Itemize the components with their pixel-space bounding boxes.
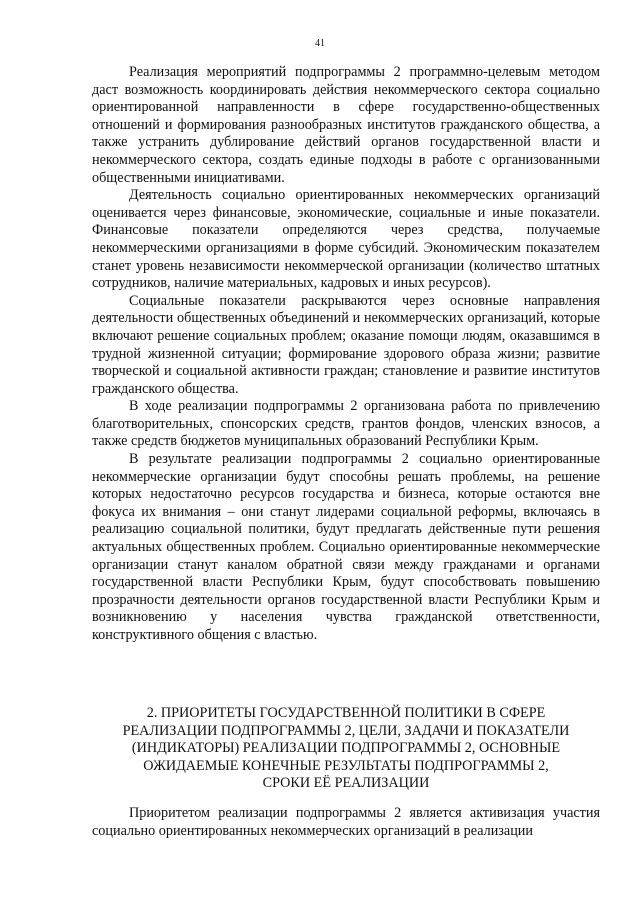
paragraph-activity-indicators: Деятельность социально ориентированных некоммерческих организаций оценивается через финансовые, экономические, социальные и иные показатели. Финансовые показатели определяются через средства, получаемые некоммерческими организациями в форме субсидий. Экономическим показателем станет уровень независимости некоммерческой организации (количество штатных сотрудников, наличие материальных, кадровых и иных ресурсов). — [92, 187, 600, 292]
paragraph-funding-attraction: В ходе реализации подпрограммы 2 организована работа по привлечению благотворительных, спонсорских средств, грантов фондов, членских взносов, а также средств бюджетов муниципальных образований Республики Крым. — [92, 398, 600, 450]
document-body — [92, 64, 600, 645]
section-heading-line: РЕАЛИЗАЦИИ ПОДПРОГРАММЫ 2, ЦЕЛИ, ЗАДАЧИ И ПОКАЗАТЕЛИ — [122, 722, 570, 739]
page-number: 41 — [315, 38, 325, 49]
section-heading-line: ОЖИДАЕМЫЕ КОНЕЧНЫЕ РЕЗУЛЬТАТЫ ПОДПРОГРАММЫ 2, — [143, 757, 549, 774]
section-body — [92, 805, 600, 840]
section-heading-line: (ИНДИКАТОРЫ) РЕАЛИЗАЦИИ ПОДПРОГРАММЫ 2, ОСНОВНЫЕ — [131, 740, 561, 757]
paragraph-program-targeted-method: Реализация мероприятий подпрограммы 2 программно-целевым методом даст возможность координировать действия некоммерческого сектора социально ориентированной направленности в сфере государственно-общественных отношений и формирования разнообразных институтов гражданского общества, а также устранить дублирование действий органов государственной власти и некоммерческого сектора, создать единые подходы в работе с организованными общественными инициативами. — [92, 64, 600, 186]
paragraph-priority: Приоритетом реализации подпрограммы 2 является активизация участия социально ориентированных некоммерческих организаций в реализации — [92, 805, 600, 839]
paragraph-social-indicators: Социальные показатели раскрываются через основные направления деятельности общественных объединений и некоммерческих организаций, которые включают решение социальных проблем; оказание помощи людям, оказавшимся в трудной жизненной ситуации; формирование здорового образа жизни; развитие творческой и социальной активности граждан; становление и развитие институтов гражданского общества. — [92, 292, 600, 397]
section-heading-line: 2. ПРИОРИТЕТЫ ГОСУДАРСТВЕННОЙ ПОЛИТИКИ В СФЕРЕ — [146, 705, 546, 721]
paragraph-expected-results: В результате реализации подпрограммы 2 социально ориентированные некоммерческие организации будут способны решать проблемы, на решение которых недостаточно ресурсов государства и бизнеса, которые остаются вне фокуса их внимания – они станут лидерами социальной реформы, включаясь в реализацию социальной политики, будут предлагать действенные пути решения актуальных общественных проблем. Социально ориентированные некоммерческие организации станут каналом обратной связи между гражданами и органами государственной власти Республики Крым, будут способствовать повышению прозрачности деятельности органов государственной власти Республики Крым и возникновению у населения чувства гражданской ответственности, конструктивного общения с властью. — [92, 451, 600, 643]
section-heading — [92, 705, 600, 793]
section-heading-line: СРОКИ ЕЁ РЕАЛИЗАЦИИ — [262, 775, 430, 792]
